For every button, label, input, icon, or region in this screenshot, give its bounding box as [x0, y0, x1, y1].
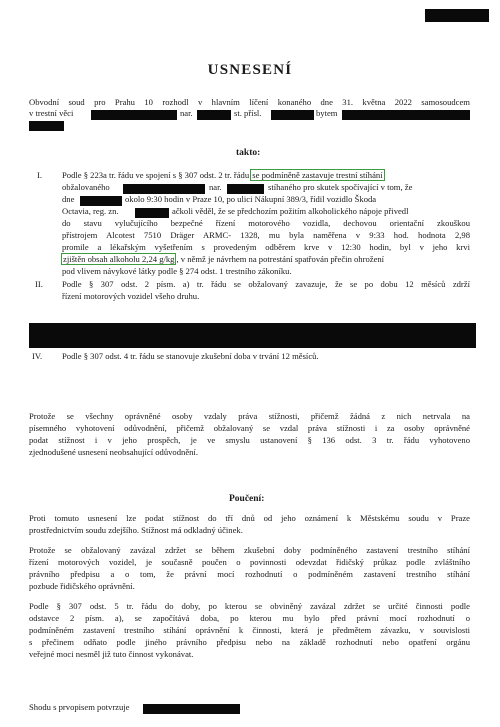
section-4-line-1: Podle § 307 odst. 4 tr. řádu se stanovuje zkušební doba v trvání 12 měsíců.: [62, 351, 319, 361]
section-1-line-3b: okolo 9:30 hodin v Praze 10, po ulici Nákupní 389/3, řídil vozidlo Škoda: [125, 194, 377, 204]
section-1-line-7: promile a lékařským vyšetřením s provedeným odběrem krve v 12:30 hodin, byl v jeho krvi: [62, 242, 470, 252]
footer-certification: Shodu s prvopisem potvrzuje: [29, 702, 130, 712]
section-1-line-2c: stíhaného pro skutek spočívající v tom, že: [268, 182, 413, 192]
redaction-birthdate: [197, 110, 231, 120]
pouceni-p3-line-3: podmíněném zastavení trestního stíhání oprávnění k činnosti, která je předmětem závazku, v souvislosti: [29, 625, 470, 635]
intro-line-2: [29, 108, 73, 119]
rights-line-2: písemného vyhotovení odůvodnění, přičemž obžalovaný se vzdal práva stížnosti i za osoby oprávněné: [29, 423, 470, 433]
redaction-defendant-name-2: [123, 184, 205, 194]
redaction-signature: [143, 704, 240, 714]
highlight-alcohol-content: zjištěn obsah alkoholu 2,24 g/kg: [63, 254, 175, 264]
section-1-line-6: přístrojem Alcotest 7510 Dräger ARMC- 1328, mu byla naměřena v 9:33 hod. hodnota 2,98: [62, 230, 470, 240]
redaction-citizenship: [271, 110, 314, 120]
pouceni-p3-line-4: s přečinem odňato podle jiného právního předpisu nebo na základě rozhodnutí nebo opatření orgánu: [29, 637, 470, 647]
section-1-line-4a: Octavia, reg. zn.: [62, 206, 119, 216]
pouceni-p3-line-5: veřejné moci nesměl již tuto činnost vykonávat.: [29, 649, 194, 659]
pouceni-p2-line-2: řízení motorových vozidel, je současně poučen o povinnosti odevzdat řidičský průkaz podle zvláštního: [29, 557, 470, 567]
section-1-line-2b: nar.: [209, 182, 222, 192]
pouceni-p2-line-1: Protože se obžalovaný zavázal zdržet se během zkušební doby podmíněného zastavení trestního stíhání: [29, 545, 470, 555]
section-1-line-1: [62, 170, 385, 181]
intro-text-st-prisl: st. přísl.: [234, 108, 262, 118]
pouceni-p1-line-2: prostřednictvím soudu zdejšího. Stížnost má odkladný účinek.: [29, 525, 243, 535]
redaction-section-3: [29, 323, 476, 348]
redaction-address: [342, 110, 470, 120]
rights-line-1: Protože se všechny oprávněné osoby vzdaly práva stížnosti, přičemž žádná z nich netrvala na: [29, 411, 470, 421]
section-1-text: Podle § 223a tr. řádu ve spojení s § 307 odst. 2 tr. řádu: [62, 170, 250, 180]
intro-text-nar: nar.: [180, 108, 193, 118]
highlight-zastavuje-stihani: se podmíněně zastavuje trestní stíhání: [252, 170, 383, 180]
section-1-line-8: [62, 254, 384, 265]
section-4-number: IV.: [32, 351, 43, 361]
section-1-line-3a: dne: [62, 194, 75, 204]
section-1-line-8-rest: , v němž je návrhem na potrestání spatřován přečin ohrožení: [176, 254, 385, 264]
section-1-line-2a: obžalovaného: [62, 182, 110, 192]
section-2-number: II.: [35, 279, 43, 289]
document-title: USNESENÍ: [207, 62, 293, 78]
takto-heading: takto:: [236, 148, 261, 158]
pouceni-heading: Poučení:: [229, 494, 265, 504]
section-2-line-2: řízení motorových vozidel všeho druhu.: [62, 291, 200, 301]
redaction-header: [425, 9, 489, 22]
redaction-date: [80, 196, 122, 206]
section-1-line-4b: ačkoli věděl, že se předchozím požitím alkoholického nápoje přivedl: [172, 206, 409, 216]
pouceni-p2-line-4: pozbude řidičského oprávnění.: [29, 581, 135, 591]
redaction-defendant-name: [91, 110, 177, 120]
pouceni-p1-line-1: Proti tomuto usnesení lze podat stížnost do tří dnů od jeho oznámení k Městskému soudu v Praze: [29, 513, 470, 523]
section-1-number: I.: [37, 170, 43, 180]
intro-text-trestni-veci: v trestní věci: [29, 108, 74, 118]
section-1-line-5: do stavu vylučujícího bezpečné řízení motorového vozidla, dechovou orientační zkouškou: [62, 218, 470, 228]
redaction-plate: [135, 208, 169, 218]
section-1-line-9: pod vlivem návykové látky podle § 274 odst. 1 trestního zákoníku.: [62, 266, 292, 276]
pouceni-p2-line-3: právního předpisu a o tom, že právní mocí rozhodnutí o podmíněném zastavení trestního stíhání: [29, 569, 470, 579]
intro-line-1: Obvodní soud pro Prahu 10 rozhodl v hlavním líčení konaného dne 31. května 2022 samosoudcem: [29, 97, 470, 107]
redaction-birthdate-2: [227, 184, 264, 194]
redaction-address-cont: [29, 121, 64, 131]
rights-line-3: podat stížnost i v jeho prospěch, je ve smyslu ustanovení § 136 odst. 3 tr. řádu vyhotoveno: [29, 435, 470, 445]
section-2-line-1: Podle § 307 odst. 2 písm. a) tr. řádu se obžalovaný zavazuje, že se po dobu 12 měsíců zdrží: [62, 279, 470, 289]
intro-text-bytem: bytem: [316, 108, 338, 118]
rights-line-4: zjednodušené usnesení neobsahující odůvodnění.: [29, 447, 198, 457]
pouceni-p3-line-1: Podle § 307 odst. 5 tr. řádu do doby, po kterou se obviněný zavázal zdržet se určité činnosti podle: [29, 601, 470, 611]
pouceni-p3-line-2: odstavce 2 písm. a), se započítává doba, po kterou mu bylo před právní mocí rozhodnutí o: [29, 613, 470, 623]
